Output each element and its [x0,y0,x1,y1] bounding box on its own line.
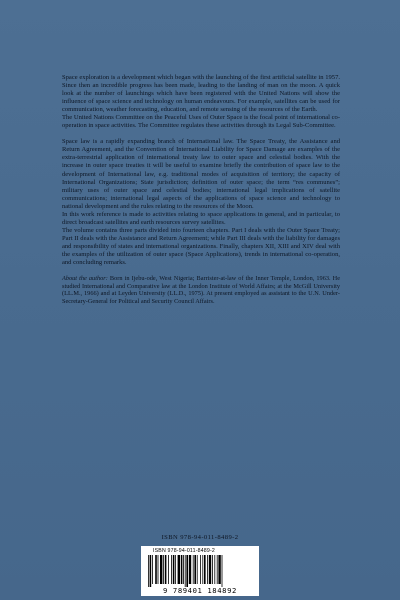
barcode-bar [150,555,152,587]
about-author-label: About the author: [62,275,108,283]
barcode-bar [148,555,149,587]
barcode-bar [155,555,157,584]
barcode-bar [175,555,176,584]
paragraph-space-law: Space law is a rapidly expanding branch of International law. The Space Treaty, the Assistance and Return Agreement, and the Convention of International Liability for Space Damage are examples of the extra-terrestrial application of international treaty law to outer space and celestial bodies. With the increase in outer space treaties it will be useful to examine briefly the contribution of space law to the development of International law, e.g. traditional modes of acquisition of territory; the capacity of International Organizations; State jurisdiction; definition of outer space; the term “res communes”; military uses of outer space and celestial bodies; international legal implications of satellite communications; international legal aspects of the applications of space science and technology to national development and the rules relating to the resources of the Moon. [62,138,340,210]
barcode-bar [209,555,211,584]
about-the-author [62,275,340,306]
barcode-bar [165,555,167,584]
barcode-bar [202,555,203,584]
barcode-bar [197,555,198,584]
barcode-bar [217,555,218,584]
isbn-text: ISBN 978-94-011-8489-2 [161,534,239,541]
paragraph-space-exploration: Space exploration is a development which began with the launching of the first artificial satellite in 1957. Since then an incredible progress has been made, leading to the landing of man on the moon. A quick look at the number of launchings which have been registered with the United Nations will show the influence of space science and technology on human endeavours. For example, satellites can be used for communication, weather forecasting, education, and remote sensing of the resources of the Earth. [62,74,340,114]
barcode-bar [218,555,220,584]
barcode-bar [212,555,213,584]
barcode-bars [145,555,255,587]
barcode-bar [200,555,201,584]
barcode-bar [204,555,206,584]
about-author-text: Born in Ijebu-ode, West Nigeria; Barrister-at-law of the Inner Temple, London, 1963. He studied International and Comparative law at the London Institute of World Affairs; at the McGill University (LL.M., 1966) and at Leyden University (LL.D., 1975). At present employed as assistant to the U.N. Under-Secretary-General for Political and Security Council Affairs. [62,275,340,306]
barcode-bar [189,555,191,584]
barcode-bar [160,555,162,584]
barcode-bar [181,555,183,584]
barcode-bar [185,555,186,587]
barcode-number: 9 789401 184892 [163,586,237,595]
barcode-bar [186,555,188,587]
barcode-bar [171,555,172,584]
barcode-bar [207,555,208,584]
barcode-bar [163,555,164,584]
barcode-bar [183,555,184,584]
paragraph-un-committee: The United Nations Committee on the Peaceful Uses of Outer Space is the focal point of international co-operation in space activities. The Committee regulates these activities through its Legal Sub-Committee. [62,114,340,130]
barcode-bar [173,555,175,584]
barcode-bar [214,555,215,584]
barcode-bar [193,555,194,584]
barcode-bar [178,555,180,584]
paragraph-volume-contents: The volume contains three parts divided into fourteen chapters. Part I deals with the Outer Space Treaty; Part II deals with the Assistance and Return Agreement; while Part III deals with the liability for damages and responsibility of states and international organizations. Finally, chapters XII, XIII and XIV deal with the examples of the utilization of outer space (Space Applications), trends in international co-operation, and concluding remarks. [62,226,340,267]
barcode-bar [222,555,223,587]
barcode-bar [168,555,169,584]
blurb-text-block [62,74,340,306]
barcode [141,546,259,596]
paragraph-space-applications: In this work reference is made to activities relating to space applications in general, and in particular, to direct broadcast satellites and earth resources survey satellites. [62,210,340,226]
barcode-isbn-label: ISBN 978-94-011-8489-2 [153,548,215,554]
barcode-bar [152,555,153,584]
barcode-bar [158,555,159,584]
barcode-bar [194,555,196,584]
